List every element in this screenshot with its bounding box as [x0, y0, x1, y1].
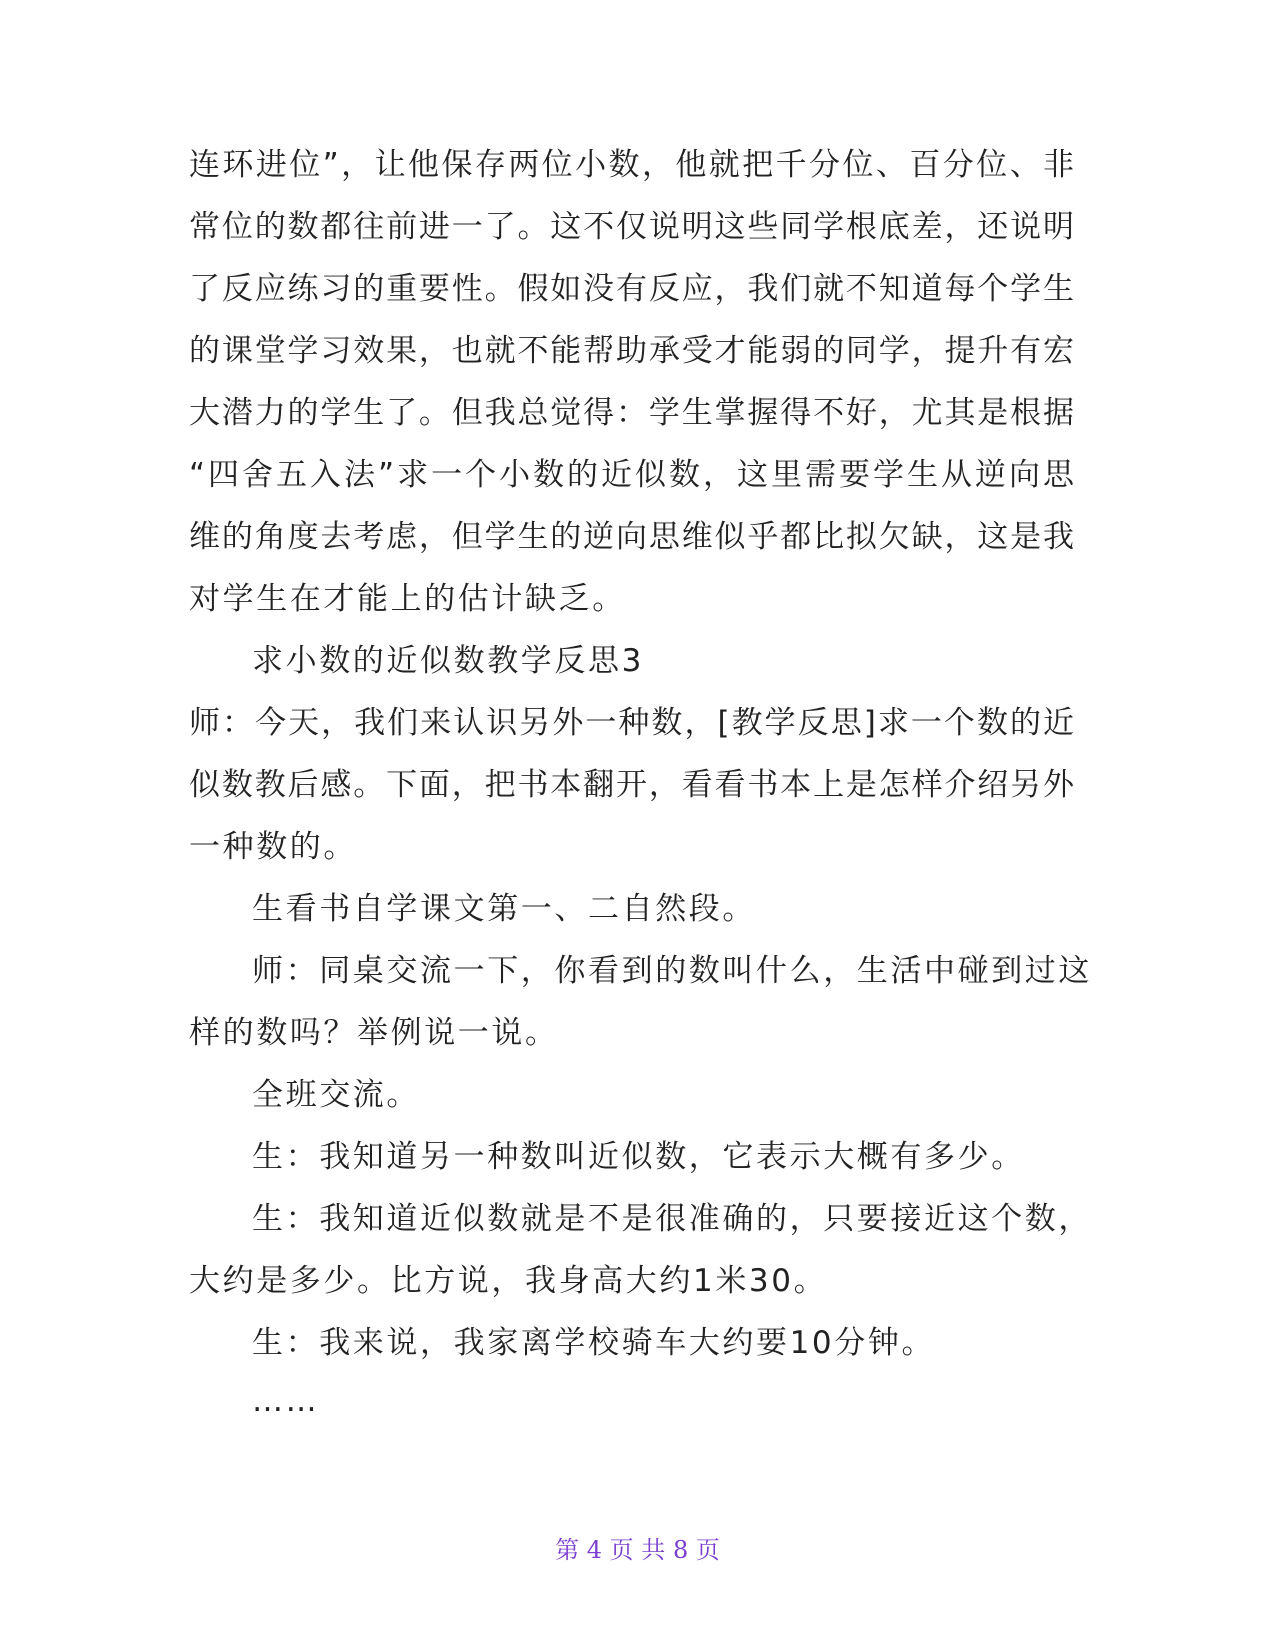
section-heading: 求小数的近似数教学反思3 [252, 643, 644, 679]
paragraph-line: 连环进位”，让他保存两位小数，他就把千分位、百分位、非 [189, 147, 1074, 183]
paragraph-line: 生：我知道近似数就是不是很准确的，只要接近这个数， [252, 1201, 1092, 1237]
page-number-footer: 第 4 页 共 8 页 [555, 1536, 720, 1564]
paragraph-line: 常位的数都往前进一了。这不仅说明这些同学根底差，还说明 [189, 209, 1074, 245]
paragraph-line: 样的数吗？举例说一说。 [189, 1015, 559, 1051]
paragraph-line: 了反应练习的重要性。假如没有反应，我们就不知道每个学生 [189, 271, 1074, 307]
paragraph-line: 大约是多少。比方说，我身高大约1米30。 [189, 1263, 828, 1299]
paragraph-line: 的课堂学习效果，也就不能帮助承受才能弱的同学，提升有宏 [189, 333, 1074, 369]
paragraph-line: 全班交流。 [252, 1077, 420, 1113]
ellipsis-line: …… [252, 1383, 320, 1419]
paragraph-line: 对学生在才能上的估计缺乏。 [189, 581, 626, 617]
paragraph-line: 似数教后感。下面，把书本翻开，看看书本上是怎样介绍另外 [189, 767, 1074, 803]
paragraph-line: 维的角度去考虑，但学生的逆向思维似乎都比拟欠缺，这是我 [189, 519, 1074, 555]
paragraph-line: 师：今天，我们来认识另外一种数，[教学反思]求一个数的近 [189, 705, 1074, 741]
paragraph-line: 生：我知道另一种数叫近似数，它表示大概有多少。 [252, 1139, 1025, 1175]
paragraph-line: 一种数的。 [189, 829, 357, 865]
paragraph-line: 生看书自学课文第一、二自然段。 [252, 891, 756, 927]
paragraph-line: 生：我来说，我家离学校骑车大约要10分钟。 [252, 1325, 936, 1361]
paragraph-line: “四舍五入法”求一个小数的近似数，这里需要学生从逆向思 [189, 457, 1074, 493]
paragraph-line: 师：同桌交流一下，你看到的数叫什么，生活中碰到过这 [252, 953, 1092, 989]
paragraph-line: 大潜力的学生了。但我总觉得：学生掌握得不好，尤其是根据 [189, 395, 1074, 431]
